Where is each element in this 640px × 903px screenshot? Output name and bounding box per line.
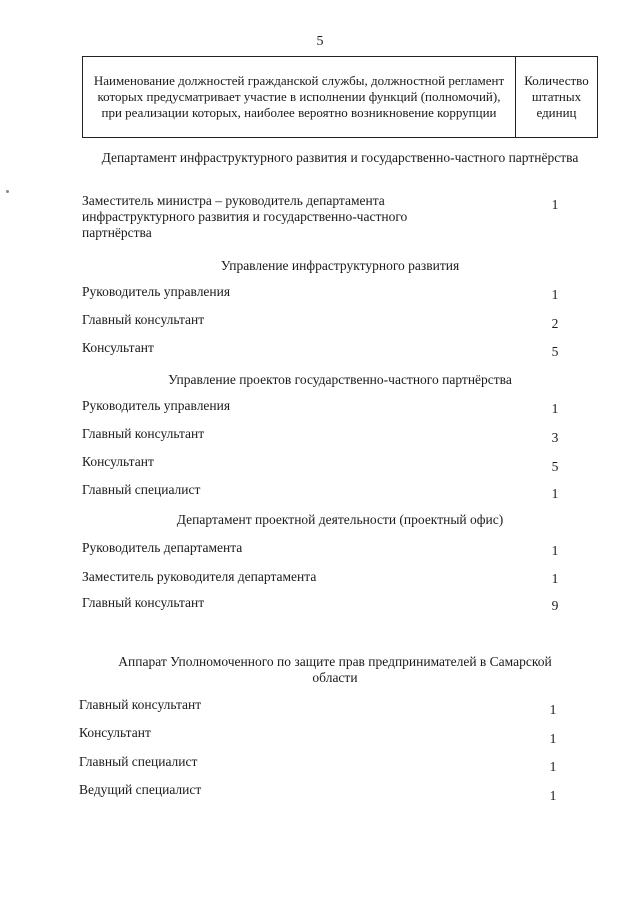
position-count: 1 [551, 401, 559, 416]
position-label: Консультант [82, 340, 154, 355]
position-label: Руководитель управления [82, 398, 231, 413]
page-number: 5 [316, 34, 324, 49]
position-count: 1 [551, 287, 559, 302]
position-label: Главный консультант [82, 595, 205, 610]
section-heading: Управление проектов государственно-частного партнёрства [168, 372, 512, 387]
header-count-cell: Количество штатных единиц [524, 73, 589, 120]
position-label: Главный специалист [79, 754, 198, 769]
position-label: Ведущий специалист [79, 782, 202, 797]
position-label: Руководитель управления [82, 284, 231, 299]
position-count: 1 [551, 486, 559, 501]
section-heading: Аппарат Уполномоченного по защите прав предпринимателей в Самарской области [118, 654, 552, 685]
position-count: 3 [551, 430, 559, 445]
position-count: 5 [551, 459, 559, 474]
position-label: Руководитель департамента [82, 540, 243, 555]
position-count: 1 [549, 788, 557, 803]
position-count: 1 [551, 543, 559, 558]
position-count: 1 [551, 571, 559, 586]
position-label: Консультант [79, 725, 151, 740]
section-heading: Департамент инфраструктурного развития и государственно-частного партнёрства [101, 150, 579, 165]
section-heading: Управление инфраструктурного развития [220, 258, 460, 273]
header-positions-cell: Наименование должностей гражданской службы, должностной регламент которых предусматривает участие в исполнении функций (полномочий), при реализации которых, наиболее вероятно возникновение коррупции [83, 57, 516, 137]
position-count: 1 [549, 731, 557, 746]
position-label: Заместитель министра – руководитель департамента инфраструктурного развития и государственно-частного партнёрства [82, 193, 408, 240]
section-heading: Департамент проектной деятельности (проектный офис) [176, 512, 504, 527]
position-count: 9 [551, 598, 559, 613]
position-label: Главный специалист [82, 482, 201, 497]
table-header [82, 56, 598, 138]
position-count: 1 [549, 702, 557, 717]
margin-mark [6, 190, 9, 193]
position-label: Консультант [82, 454, 154, 469]
position-count: 2 [551, 316, 559, 331]
position-count: 1 [551, 197, 559, 212]
position-count: 5 [551, 344, 559, 359]
position-count: 1 [549, 759, 557, 774]
position-label: Главный консультант [82, 426, 205, 441]
position-label: Заместитель руководителя департамента [82, 569, 317, 584]
position-label: Главный консультант [79, 697, 202, 712]
position-label: Главный консультант [82, 312, 205, 327]
